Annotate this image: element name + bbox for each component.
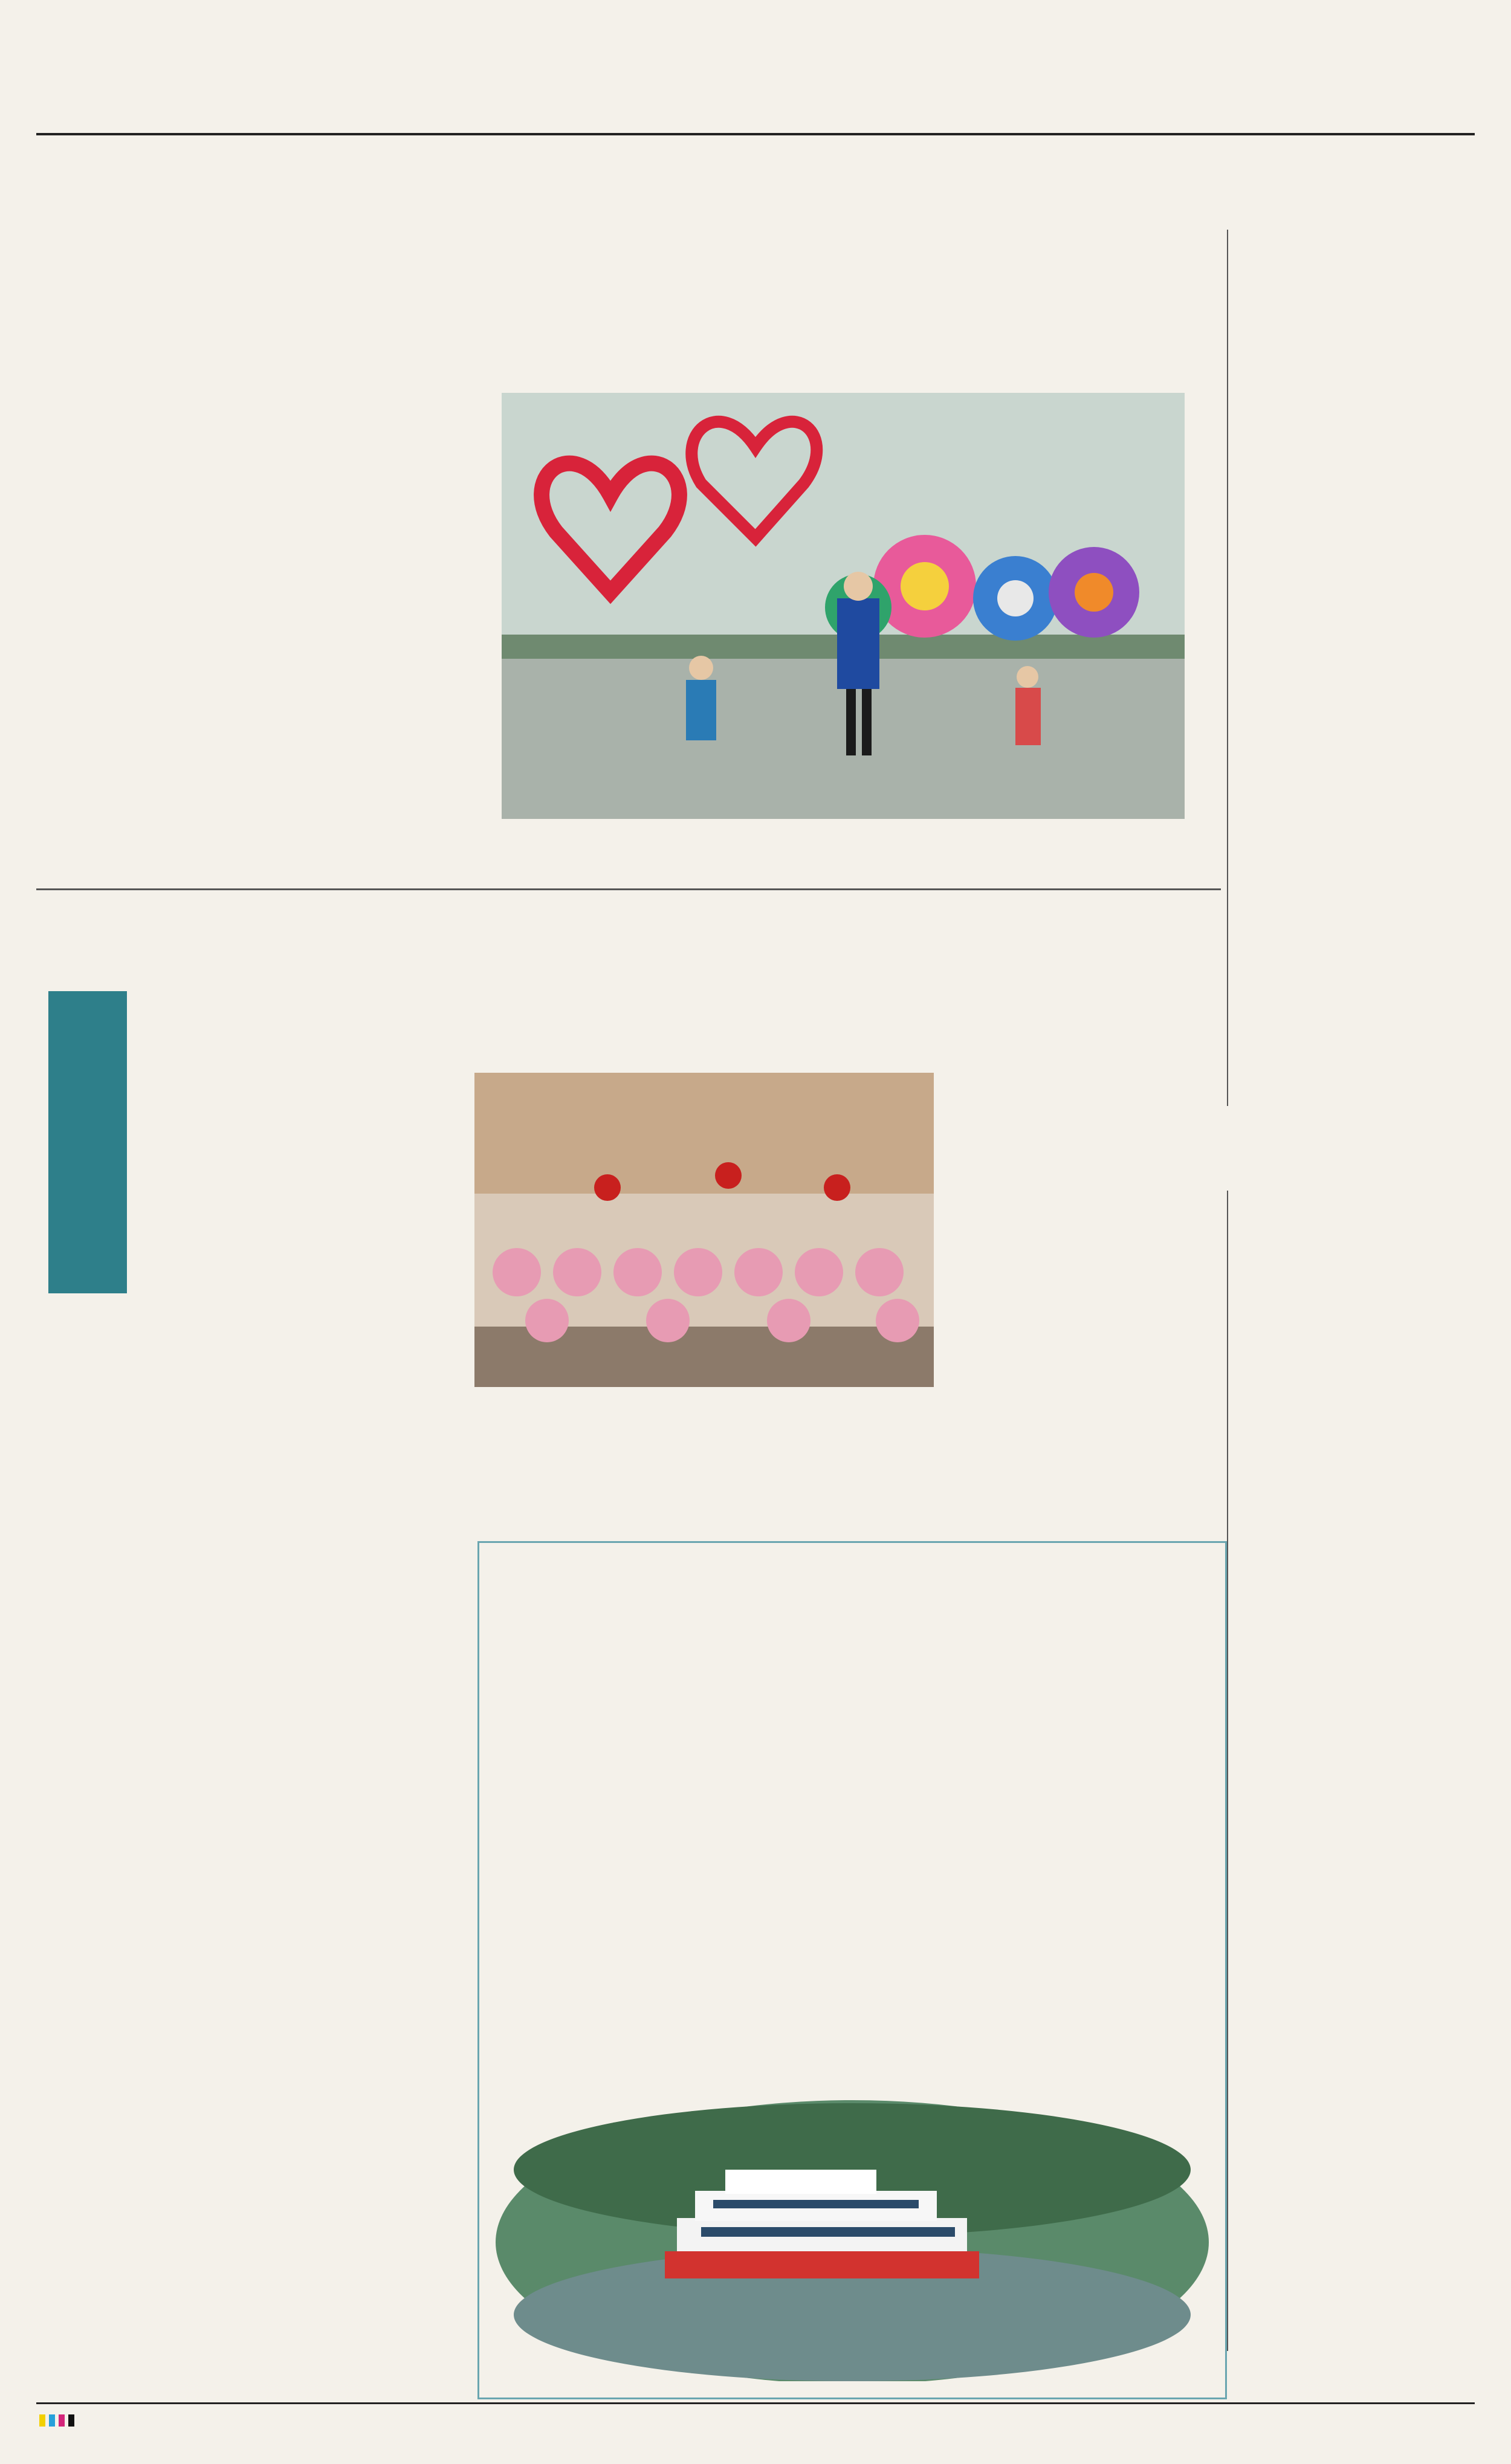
kite-festival-photo: [502, 393, 1185, 819]
masthead-rule: [36, 133, 1475, 135]
section-rule: [36, 888, 1221, 890]
article4-title-block: [48, 991, 127, 1293]
footer-rule: [36, 2402, 1475, 2404]
dance-performance-photo: [474, 1073, 934, 1387]
cruise-ship-photo: [496, 2097, 1209, 2381]
column-divider-2: [1227, 1191, 1228, 2351]
column-divider: [1227, 230, 1228, 1106]
color-bar: [39, 2414, 74, 2427]
